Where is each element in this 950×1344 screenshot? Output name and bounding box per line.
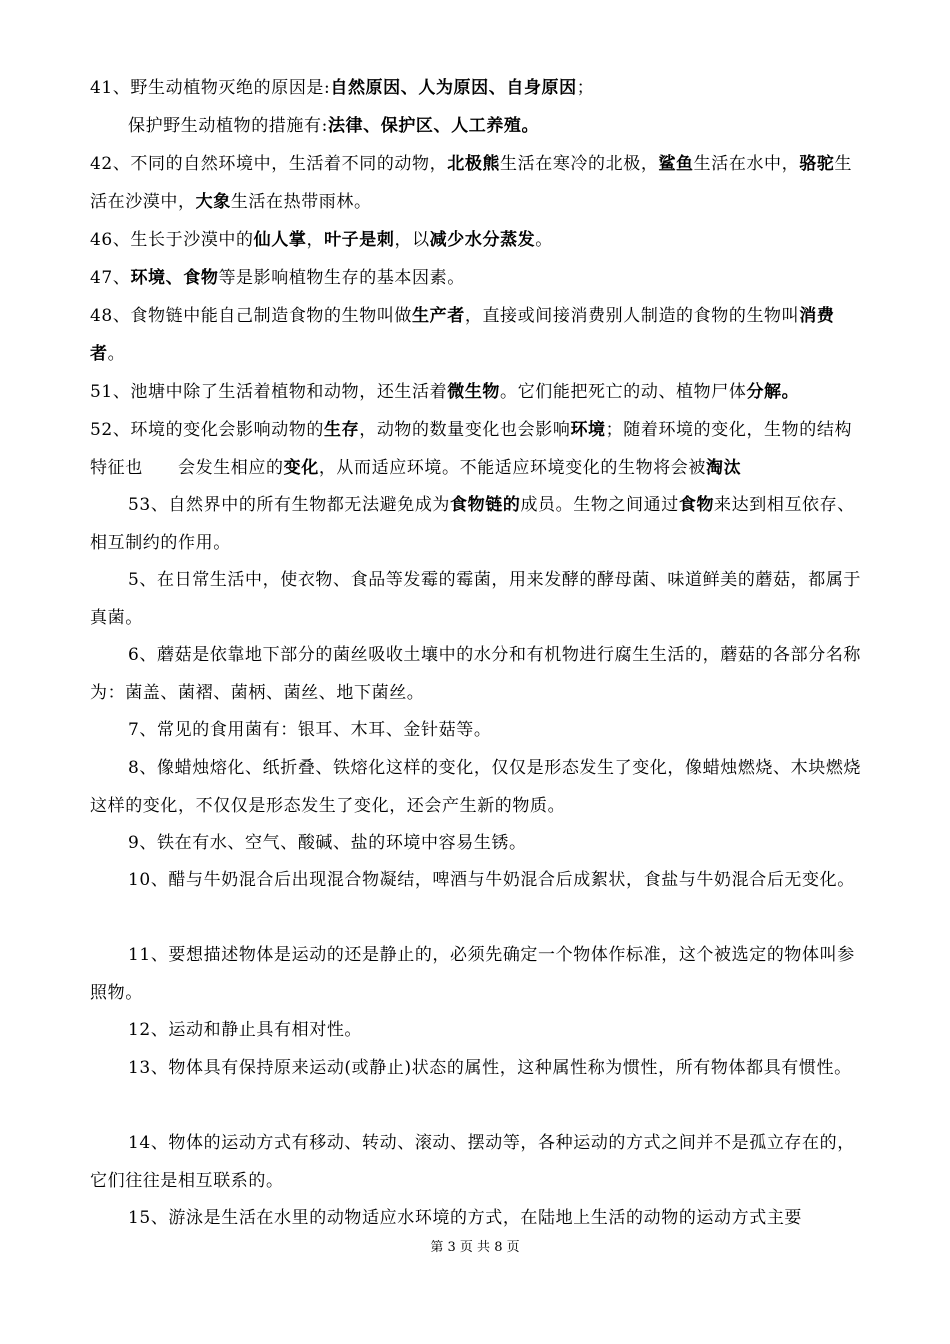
body-text: 42、不同的自然环境中，生活着不同的动物，: [90, 154, 448, 174]
emphasis-text: 仙人掌: [253, 230, 307, 250]
body-text: 11、要想描述物体是运动的还是静止的，必须先确定一个物体作标准，这个被选定的物体叫参照物。: [90, 945, 855, 1003]
paragraph-p42: [90, 146, 868, 221]
paragraph-p41: [90, 70, 868, 108]
body-text: ，直接或间接消费别人制造的食物的生物叫: [464, 306, 800, 326]
emphasis-text: 法律、保护区、人工养殖。: [327, 116, 540, 136]
paragraph-p52: [90, 412, 868, 487]
body-text: 7、常见的食用菌有：银耳、木耳、金针菇等。: [128, 720, 492, 740]
paragraph-q7: [90, 712, 868, 750]
body-text: 10、醋与牛奶混合后出现混合物凝结，啤酒与牛奶混合后成絮状，食盐与牛奶混合后无变化。: [128, 870, 855, 890]
body-text: 41、野生动植物灭绝的原因是:: [90, 78, 331, 98]
emphasis-text: 变化: [283, 457, 319, 478]
body-text: ，以: [394, 230, 430, 250]
paragraph-q13: [90, 1050, 868, 1088]
emphasis-text: 大象: [195, 191, 231, 212]
body-text: 生活在水中，: [693, 154, 800, 174]
paragraph-p53: [90, 487, 868, 562]
emphasis-text: 骆驼: [799, 154, 835, 174]
paragraph-q6: [90, 637, 868, 712]
emphasis-text: 消费者: [90, 306, 835, 364]
body-text: 5、在日常生活中，使衣物、食品等发霉的霉菌，用来发酵的酵母菌、味道鲜美的蘑菇，都属于真菌。: [90, 570, 862, 628]
paragraph-q14: [90, 1125, 868, 1200]
emphasis-text: 叶子是刺: [324, 230, 395, 250]
body-text: 。它们能把死亡的动、植物尸体: [500, 382, 747, 402]
body-text: 生活在热带雨林。: [230, 191, 372, 212]
body-text: 51、池塘中除了生活着植物和动物，还生活着: [90, 382, 448, 402]
body-text: 13、物体具有保持原来运动(或静止)状态的属性，这种属性称为惯性，所有物体都具有惯性。: [128, 1058, 852, 1078]
body-text: 52、环境的变化会影响动物的: [90, 420, 325, 440]
emphasis-text: 食物: [678, 495, 715, 515]
body-text: 48、食物链中能自己制造食物的生物叫做: [90, 306, 413, 326]
body-text: ；: [576, 78, 595, 98]
emphasis-text: 微生物: [447, 382, 501, 402]
body-text: 来达到相互依存、相互制约的作用。: [90, 495, 855, 553]
paragraph-p47: [90, 260, 868, 298]
paragraph-q12: [90, 1012, 868, 1050]
body-text: 12、运动和静止具有相对性。: [128, 1020, 363, 1040]
body-text: 生活在寒冷的北极，: [500, 154, 659, 174]
body-text: 成员。生物之间通过: [520, 495, 679, 515]
paragraph-q10: [90, 862, 868, 900]
paragraph-p46: [90, 222, 868, 260]
paragraph-q5: [90, 562, 868, 637]
paragraph-q9: [90, 825, 868, 863]
body-text: 6、蘑菇是依靠地下部分的菌丝吸收土壤中的水分和有机物进行腐生生活的，蘑菇的各部分名称为：菌盖、菌褶、菌柄、菌丝、地下菌丝。: [90, 645, 862, 703]
body-text: 46、生长于沙漠中的: [90, 230, 254, 250]
paragraph-q15: [90, 1200, 868, 1238]
emphasis-text: 淘汰: [706, 457, 742, 478]
body-text: ，动物的数量变化也会影响: [359, 420, 571, 440]
emphasis-text: 鲨鱼: [658, 154, 694, 174]
paragraph-q8: [90, 750, 868, 825]
body-text: 等是影响植物生存的基本因素。: [218, 268, 465, 288]
emphasis-text: 环境、食物: [130, 268, 219, 288]
emphasis-text: 环境: [570, 420, 606, 440]
body-text: 14、物体的运动方式有移动、转动、滚动、摆动等，各种运动的方式之间并不是孤立存在的，它们往往是相互联系的。: [90, 1133, 855, 1191]
body-text: 8、像蜡烛熔化、纸折叠、铁熔化这样的变化，仅仅是形态发生了变化，像蜡烛燃烧、木块燃烧这样的变化，不仅仅是形态发生了变化，还会产生新的物质。: [90, 758, 862, 816]
paragraph-p41b: [90, 108, 868, 146]
body-text: ，: [306, 230, 325, 250]
body-text: ，从而适应环境。不能适应环境变化的生物将会被: [318, 457, 707, 478]
body-text: ；随着环境的变化，生物的结构特征也 会发生相应的: [90, 420, 853, 478]
emphasis-text: 生存: [324, 420, 360, 440]
body-text: 9、铁在有水、空气、酸碱、盐的环境中容易生锈。: [128, 833, 527, 853]
emphasis-text: 生产者: [412, 306, 465, 326]
body-text: 15、游泳是生活在水里的动物适应水环境的方式，在陆地上生活的动物的运动方式主要: [128, 1208, 803, 1228]
body-text: 保护野生动植物的措施有:: [128, 116, 328, 136]
paragraph-q11: [90, 937, 868, 1012]
page-footer: 第 3 页 共 8 页: [430, 1240, 520, 1255]
emphasis-text: 自然原因、人为原因、自身原因: [330, 78, 577, 98]
body-text: 47、: [90, 268, 131, 288]
emphasis-text: 减少水分蒸发: [429, 230, 536, 250]
paragraph-p51: [90, 374, 868, 412]
emphasis-text: 食物链的: [450, 495, 521, 515]
body-text: 。: [107, 343, 126, 364]
emphasis-text: 北极熊: [447, 154, 501, 174]
emphasis-text: 分解。: [746, 382, 800, 402]
body-text: 。: [535, 230, 553, 250]
paragraph-p48: [90, 298, 868, 373]
body-text: 生活在沙漠中，: [90, 154, 853, 212]
body-text: 53、自然界中的所有生物都无法避免成为: [128, 495, 451, 515]
